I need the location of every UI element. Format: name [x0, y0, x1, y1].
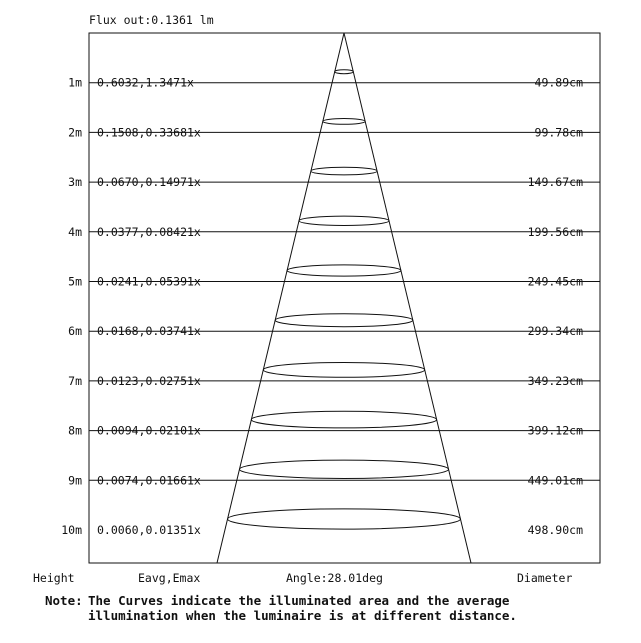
row-height-label: 3m	[68, 175, 82, 190]
eavg-emax-column-label: Eavg,Emax	[138, 571, 201, 585]
row-diameter-value: 399.12cm	[527, 423, 583, 438]
illumination-ellipse	[323, 119, 365, 125]
row-eavg-emax-value: 0.0094,0.02101x	[97, 423, 201, 438]
table-row	[68, 175, 600, 189]
illumination-ellipse	[239, 460, 448, 478]
table-row	[61, 523, 583, 537]
illumination-ellipse	[287, 265, 401, 276]
row-diameter-value: 349.23cm	[527, 373, 583, 388]
row-diameter-value: 99.78cm	[534, 125, 583, 140]
row-diameter-value: 49.89cm	[534, 75, 583, 90]
row-eavg-emax-value: 0.0074,0.01661x	[97, 473, 201, 488]
row-diameter-value: 449.01cm	[527, 473, 583, 488]
row-diameter-value: 149.67cm	[527, 175, 583, 190]
row-height-label: 5m	[68, 274, 82, 289]
row-height-label: 10m	[61, 523, 82, 537]
note-line-1: The Curves indicate the illuminated area and the average	[88, 593, 510, 608]
table-row	[68, 225, 600, 239]
illumination-ellipse	[251, 411, 436, 428]
row-height-label: 8m	[68, 423, 82, 438]
row-diameter-value: 299.34cm	[527, 324, 583, 339]
illumination-ellipse	[275, 314, 413, 327]
row-eavg-emax-value: 0.1508,0.33681x	[97, 125, 201, 140]
table-row	[68, 76, 600, 90]
cone-left-edge	[217, 33, 344, 563]
illumination-ellipse	[311, 167, 377, 175]
height-column-label: Height	[33, 571, 75, 585]
row-height-label: 6m	[68, 324, 82, 339]
row-eavg-emax-value: 0.0377,0.08421x	[97, 224, 201, 239]
row-height-label: 1m	[68, 75, 82, 90]
row-eavg-emax-value: 0.0060,0.01351x	[97, 523, 201, 537]
row-height-label: 9m	[68, 473, 82, 488]
row-eavg-emax-value: 0.6032,1.3471x	[97, 75, 194, 90]
illumination-ellipse	[228, 509, 461, 529]
flux-out-label: Flux out:0.1361 lm	[89, 13, 214, 27]
row-eavg-emax-value: 0.0123,0.02751x	[97, 373, 201, 388]
rows-layer	[61, 76, 600, 537]
row-eavg-emax-value: 0.0241,0.05391x	[97, 274, 201, 289]
illumination-ellipse	[335, 70, 354, 74]
illumination-ellipse	[299, 216, 389, 225]
table-row	[68, 424, 600, 438]
table-row	[68, 125, 600, 139]
diameter-column-label: Diameter	[517, 571, 573, 585]
table-row	[68, 473, 600, 487]
illumination-ellipse	[263, 363, 424, 378]
row-diameter-value: 199.56cm	[527, 224, 583, 239]
note-line-2: illumination when the luminaire is at different distance.	[88, 608, 517, 623]
row-eavg-emax-value: 0.0670,0.14971x	[97, 175, 201, 190]
cone-right-edge	[344, 33, 471, 563]
row-height-label: 7m	[68, 373, 82, 388]
light-cone	[217, 33, 471, 563]
row-diameter-value: 249.45cm	[527, 274, 583, 289]
table-row	[68, 275, 600, 289]
table-row	[68, 374, 600, 388]
row-eavg-emax-value: 0.0168,0.03741x	[97, 324, 201, 339]
beam-angle-label: Angle:28.01deg	[286, 571, 383, 585]
note-prefix: Note:	[45, 593, 83, 608]
row-height-label: 2m	[68, 125, 82, 140]
row-height-label: 4m	[68, 224, 82, 239]
row-diameter-value: 498.90cm	[527, 523, 583, 537]
